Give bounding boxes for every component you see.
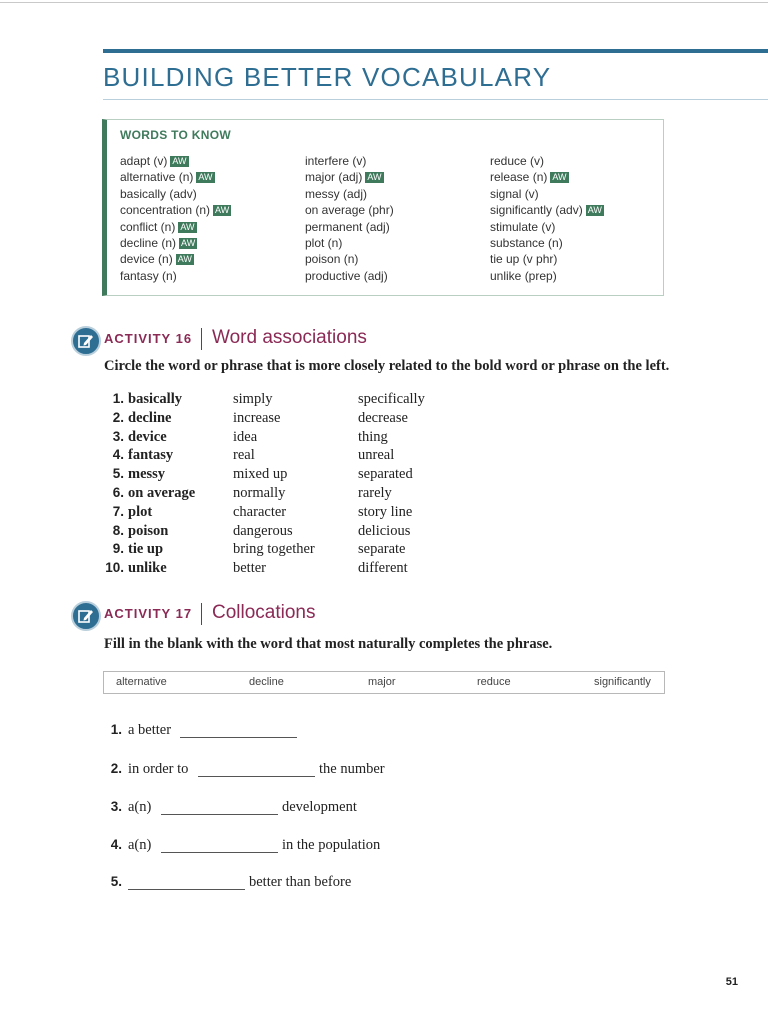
choice-a[interactable]: real (233, 447, 255, 464)
choice-a[interactable]: mixed up (233, 466, 288, 483)
vocab-word-text: productive (adj) (305, 268, 388, 283)
item-number: 6. (112, 485, 124, 500)
target-word: poison (128, 522, 169, 539)
word-bank-item: alternative (116, 676, 167, 688)
aw-badge: AW (552, 172, 567, 183)
item-number: 7. (112, 503, 124, 519)
words-column (490, 153, 604, 284)
choice-a[interactable]: idea (233, 428, 258, 445)
activity-17-divider (201, 603, 202, 625)
item-number: 2. (110, 761, 122, 776)
item-number: 4. (110, 837, 122, 852)
phrase-before: a(n) (128, 837, 152, 853)
phrase-after: better than before (249, 874, 352, 890)
choice-b[interactable]: separate (358, 541, 406, 558)
answer-blank[interactable] (198, 776, 315, 777)
vocab-word-text: major (adj) (305, 170, 363, 185)
choice-a[interactable]: dangerous (233, 522, 293, 539)
vocab-word (305, 235, 394, 251)
vocab-word (120, 235, 231, 251)
words-to-know-box (102, 119, 664, 296)
vocab-word (120, 186, 231, 202)
choice-b[interactable]: specifically (358, 391, 425, 407)
vocab-word-text: device (n) (120, 252, 173, 267)
choice-a[interactable]: character (233, 503, 287, 520)
choice-b[interactable]: separated (358, 466, 413, 483)
vocab-word (120, 251, 231, 267)
vocab-word (305, 251, 394, 267)
target-word: fantasy (128, 447, 174, 464)
aw-badge: AW (198, 172, 213, 183)
aw-badge: AW (367, 172, 382, 183)
activity-16-divider (201, 328, 202, 350)
vocab-word (490, 153, 604, 169)
item-number: 1. (112, 391, 124, 406)
answer-blank[interactable] (128, 889, 245, 890)
activity-16-instruction: Circle the word or phrase that is more closely related to the bold word or phrase on the left. (104, 358, 670, 374)
vocab-word-text: messy (adj) (305, 186, 368, 201)
pencil-icon (71, 326, 101, 356)
vocab-word-text: substance (n) (490, 235, 563, 250)
item-number: 5. (110, 874, 122, 889)
vocab-word (305, 186, 394, 202)
activity-16-header (71, 326, 711, 356)
aw-badge: AW (180, 221, 195, 232)
choice-b[interactable]: story line (358, 503, 413, 520)
phrase-after: in the population (282, 837, 381, 853)
word-bank-item: reduce (477, 676, 511, 688)
page-number: 51 (725, 976, 738, 988)
words-column (120, 153, 231, 284)
choice-a[interactable]: simply (233, 391, 273, 407)
target-word: device (128, 428, 167, 445)
word-bank (103, 671, 665, 694)
vocab-word-text: stimulate (v) (490, 219, 556, 234)
page-title: BUILDING BETTER VOCABULARY (103, 62, 552, 92)
vocab-word-text: permanent (adj) (305, 219, 390, 234)
answer-blank[interactable] (161, 852, 278, 853)
vocab-word (490, 219, 604, 235)
phrase-before: a(n) (128, 799, 152, 815)
target-word: tie up (128, 541, 164, 558)
choice-b[interactable]: delicious (358, 522, 411, 539)
choice-b[interactable]: thing (358, 428, 388, 445)
vocab-word-text: release (n) (490, 170, 548, 185)
item-number: 3. (112, 428, 124, 444)
vocab-word-text: conflict (n) (120, 219, 176, 234)
target-word: plot (128, 503, 153, 520)
activity-17-header (71, 601, 711, 631)
vocab-word (490, 235, 604, 251)
target-word: on average (128, 485, 196, 501)
activity-16-title: Word associations (212, 327, 367, 348)
vocab-word (490, 169, 604, 185)
item-number: 10. (105, 560, 124, 576)
vocab-word-text: alternative (n) (120, 170, 194, 185)
aw-badge: AW (215, 205, 230, 216)
vocab-word (305, 153, 394, 169)
item-number: 8. (112, 522, 124, 538)
target-word: messy (128, 466, 166, 483)
vocab-word (490, 202, 604, 218)
vocab-word-text: concentration (n) (120, 203, 211, 218)
vocab-word-text: adapt (v) (120, 154, 168, 168)
vocab-word (120, 202, 231, 218)
choice-b[interactable]: unreal (358, 447, 395, 464)
aw-badge: AW (172, 156, 187, 166)
vocab-word-text: on average (phr) (305, 203, 394, 218)
vocab-word-text: fantasy (n) (120, 268, 177, 283)
vocab-word-text: significantly (adv) (490, 203, 583, 218)
choice-b[interactable]: decrease (358, 409, 408, 426)
vocab-word-text: signal (v) (490, 186, 539, 201)
phrase-before: in order to (128, 761, 189, 777)
title-underline (103, 99, 768, 100)
aw-badge: AW (177, 254, 192, 265)
words-to-know-heading: WORDS TO KNOW (120, 128, 232, 142)
choice-b[interactable]: rarely (358, 485, 392, 501)
choice-b[interactable]: different (358, 560, 408, 577)
vocab-word (490, 186, 604, 202)
vocab-word-text: tie up (v phr) (490, 252, 558, 267)
activity-16-label: ACTIVITY 16 (104, 331, 193, 346)
item-number: 4. (112, 447, 124, 463)
vocab-word (305, 219, 394, 235)
vocab-word (490, 251, 604, 267)
choice-a[interactable]: increase (233, 409, 281, 426)
word-bank-item: decline (249, 676, 284, 688)
target-word: decline (128, 409, 172, 426)
top-rule (0, 2, 768, 3)
word-bank-item: major (368, 676, 396, 688)
item-number: 3. (110, 799, 122, 814)
choice-a[interactable]: better (233, 560, 267, 577)
answer-blank[interactable] (161, 814, 278, 815)
target-word: unlike (128, 560, 167, 577)
word-bank-item: significantly (594, 676, 651, 688)
vocab-word (120, 219, 231, 235)
vocab-word-text: decline (n) (120, 235, 177, 250)
vocab-word (490, 268, 604, 284)
aw-badge: AW (181, 237, 196, 248)
item-number: 5. (112, 466, 124, 482)
vocab-word (305, 202, 394, 218)
vocab-word (305, 169, 394, 185)
vocab-word-text: poison (n) (305, 252, 359, 267)
pencil-icon (71, 601, 101, 631)
vocab-word (120, 169, 231, 185)
vocab-word-text: unlike (prep) (490, 268, 557, 283)
activity-17-title: Collocations (212, 602, 316, 623)
answer-blank[interactable] (180, 737, 297, 738)
vocab-word-text: reduce (v) (490, 154, 545, 168)
target-word: basically (128, 391, 182, 407)
vocab-word (120, 268, 231, 284)
activity-17-instruction: Fill in the blank with the word that most naturally completes the phrase. (104, 636, 553, 652)
activity-17-label: ACTIVITY 17 (104, 606, 193, 621)
item-number: 9. (112, 541, 124, 557)
title-bar (103, 49, 768, 53)
choice-a[interactable]: normally (233, 485, 286, 501)
vocab-word (120, 153, 231, 169)
item-number: 2. (112, 409, 124, 425)
item-number: 1. (110, 722, 122, 737)
aw-badge: AW (587, 205, 602, 216)
phrase-after: development (282, 799, 357, 815)
phrase-after: the number (319, 761, 385, 777)
choice-a[interactable]: bring together (233, 541, 315, 558)
vocab-word-text: basically (adv) (120, 186, 197, 201)
phrase-before: a better (128, 722, 172, 738)
words-column (305, 153, 394, 284)
vocab-word-text: plot (n) (305, 235, 343, 250)
vocab-word-text: interfere (v) (305, 154, 367, 168)
vocab-word (305, 268, 394, 284)
